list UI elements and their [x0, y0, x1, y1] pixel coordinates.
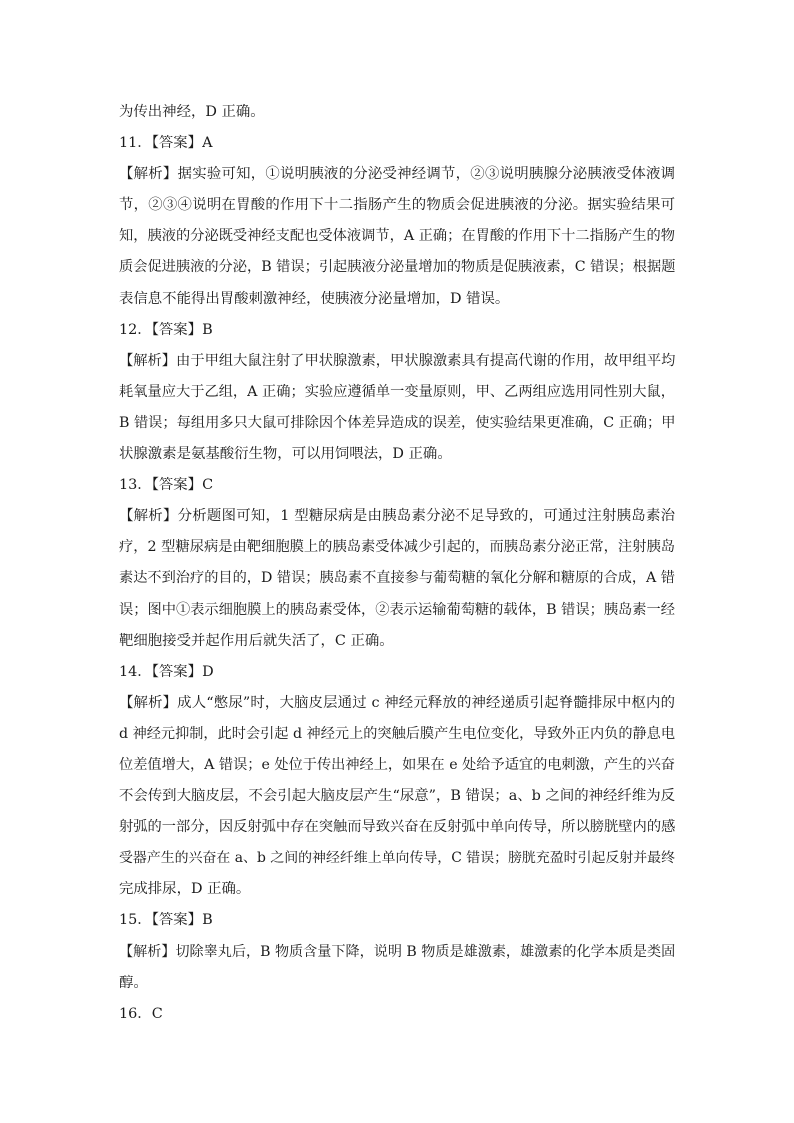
- text-line: 知，胰液的分泌既受神经支配也受体液调节，A 正确；在胃酸的作用下十二指肠产生的物: [119, 228, 675, 245]
- text-line: 节，②③④说明在胃酸的作用下十二指肠产生的物质会促进胰液的分泌。据实验结果可: [119, 197, 675, 214]
- text-line: 疗，2 型糖尿病是由靶细胞膜上的胰岛素受体减少引起的，而胰岛素分泌正常，注射胰岛: [119, 539, 675, 556]
- text-line: 质会促进胰液的分泌，B 错误；引起胰液分泌量增加的物质是促胰液素，C 错误；根据题: [119, 259, 676, 276]
- text-line: 【解析】切除睾丸后，B 物质含量下降，说明 B 物质是雄激素，雄激素的化学本质是类固: [119, 943, 676, 960]
- text-line: 状腺激素是氨基酸衍生物，可以用饲喂法，D 正确。: [119, 446, 452, 463]
- text-line: 15．【答案】B: [119, 912, 213, 929]
- text-line: 【解析】分析题图可知，1 型糖尿病是由胰岛素分泌不足导致的，可通过注射胰岛素治: [119, 508, 675, 525]
- text-line: 素达不到治疗的目的，D 错误；胰岛素不直接参与葡萄糖的氧化分解和糖原的合成，A 错: [119, 570, 675, 587]
- text-line: d 神经元抑制，此时会引起 d 神经元上的突触后膜产生电位变化，导致外正内负的静息电: [119, 725, 675, 742]
- text-line: 【解析】成人“憋尿”时，大脑皮层通过 c 神经元释放的神经递质引起脊髓排尿中枢内的: [119, 694, 675, 711]
- document-page: [119, 97, 675, 1030]
- text-line: 误；图中①表示细胞膜上的胰岛素受体，②表示运输葡萄糖的载体，B 错误；胰岛素一经: [119, 601, 675, 618]
- text-line: 射弧的一部分，因反射弧中存在突触而导致兴奋在反射弧中单向传导，所以膀胱壁内的感: [119, 819, 676, 836]
- text-line: 14．【答案】D: [119, 663, 214, 680]
- text-line: 为传出神经，D 正确。: [119, 104, 265, 120]
- text-line: 受器产生的兴奋在 a、b 之间的神经纤维上单向传导，C 错误；膀胱充盈时引起反射并最终: [119, 850, 675, 867]
- text-line: 【解析】据实验可知，①说明胰液的分泌受神经调节，②③说明胰腺分泌胰液受体液调: [119, 166, 675, 183]
- text-line: 16．C: [119, 1005, 163, 1022]
- text-line: 位差值增大，A 错误；e 处位于传出神经上，如果在 e 处给予适宜的电刺激，产生的兴奋: [119, 756, 675, 773]
- text-line: 11．【答案】A: [119, 135, 213, 152]
- text-line: 不会传到大脑皮层，不会引起大脑皮层产生“尿意”，B 错误；a、b 之间的神经纤维为反: [119, 788, 675, 805]
- text-line: 【解析】由于甲组大鼠注射了甲状腺激素，甲状腺激素具有提高代谢的作用，故甲组平均: [119, 352, 676, 369]
- text-line: 12．【答案】B: [119, 321, 213, 338]
- text-line: 完成排尿，D 正确。: [119, 881, 251, 898]
- text-line: 表信息不能得出胃酸刺激神经，使胰液分泌量增加，D 错误。: [119, 290, 510, 307]
- text-line: 13．【答案】C: [119, 477, 214, 494]
- text-line: B 错误；每组用多只大鼠可排除因个体差异造成的误差，使实验结果更准确，C 正确；甲: [119, 414, 676, 431]
- text-line: 靶细胞接受并起作用后就失活了，C 正确。: [119, 632, 394, 649]
- text-line: 醇。: [119, 974, 148, 991]
- text-line: 耗氧量应大于乙组，A 正确；实验应遵循单一变量原则，甲、乙两组应选用同性别大鼠，: [119, 383, 675, 400]
